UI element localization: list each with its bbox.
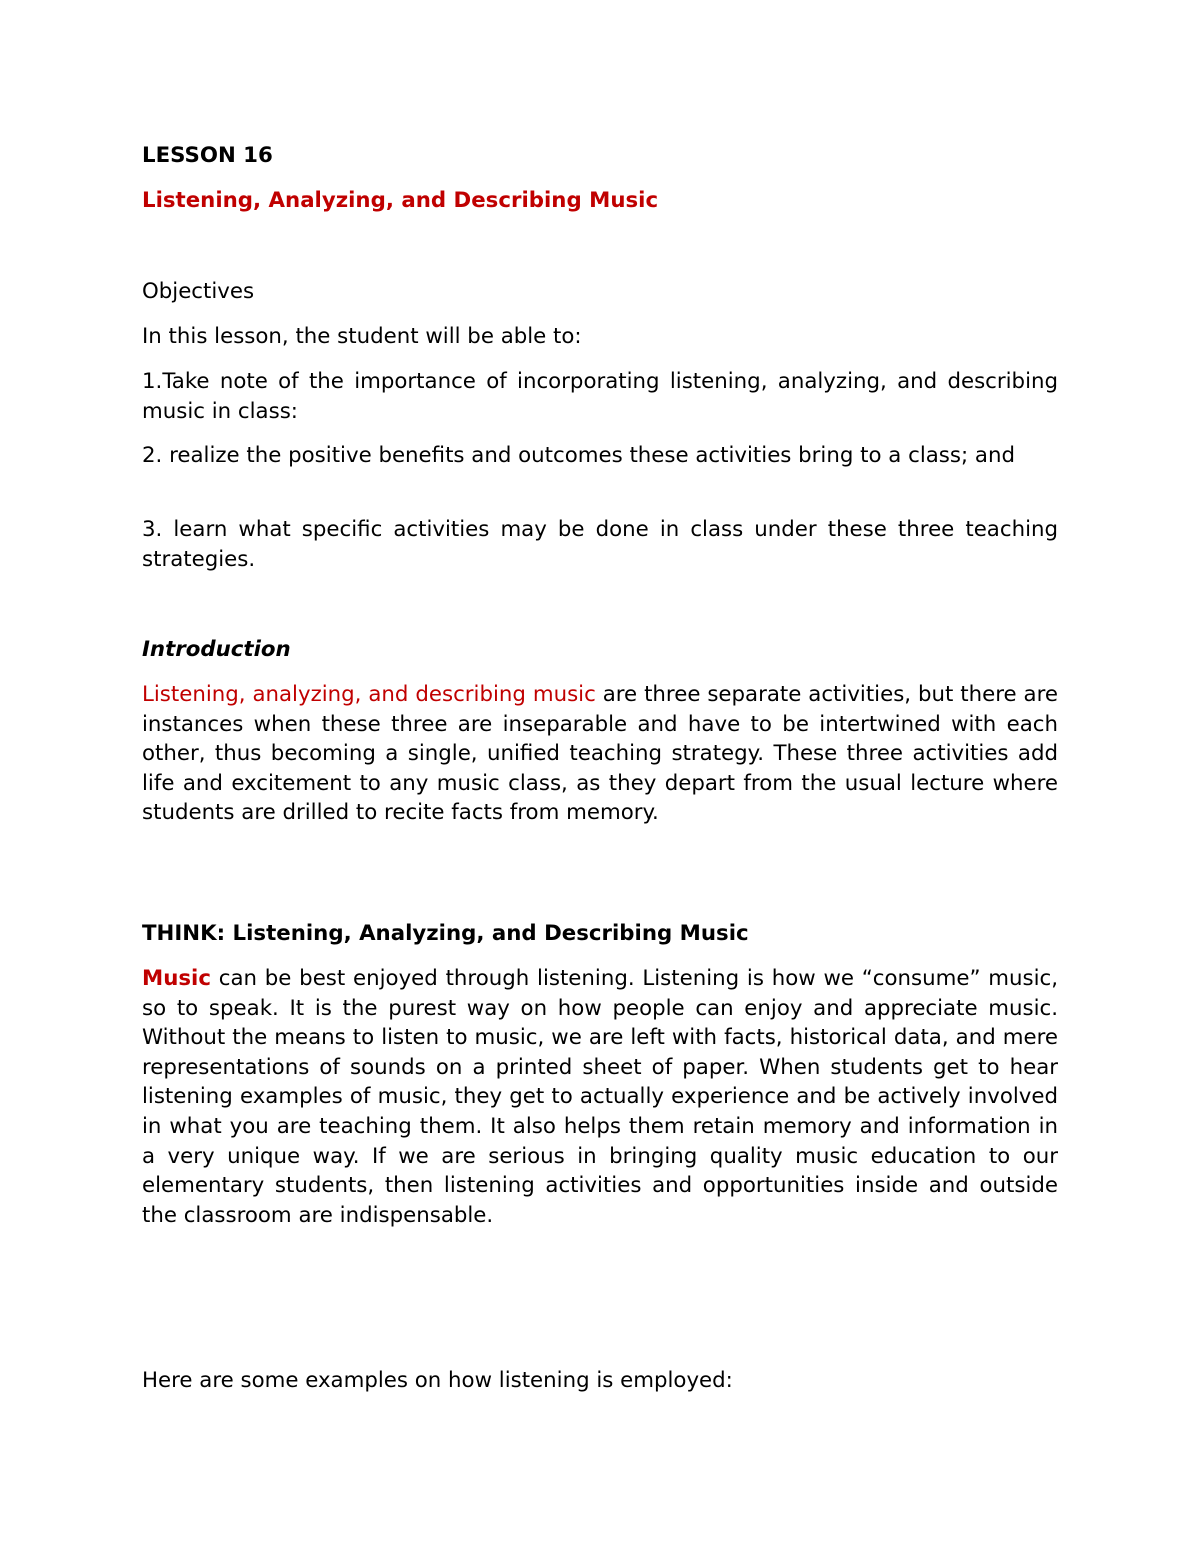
think-body: can be best enjoyed through listening. Listening is how we “consume” music, so to speak. It is the purest way on how people can enjoy and appreciate music. Without the means to listen to music, we are left with facts, historical data, and mere representations of sounds on a printed sheet of paper. When students get to hear listening examples of music, they get to actually experience and be actively involved in what you are teaching them. It also helps them retain memory and information in a very unique way. If we are serious in bringing quality music education to our elementary students, then listening activities and opportunities inside and outside the classroom are indispensable.: [142, 966, 1058, 1228]
objectives-intro: In this lesson, the student will be able to:: [142, 324, 582, 349]
objective-item-1: 1.Take note of the importance of incorporating listening, analyzing, and describing music in class:: [142, 369, 1058, 424]
introduction-heading: Introduction: [142, 637, 291, 662]
objective-item-3: 3. learn what specific activities may be done in class under these three teaching strategies.: [142, 517, 1058, 572]
introduction-body: are three separate activities, but there are instances when these three are inseparable and have to be intertwined with each other, thus becoming a single, unified teaching strategy. These three activities add life and excitement to any music class, as they depart from the usual lecture where students are drilled to recite facts from memory.: [142, 682, 1058, 826]
objective-item-2: 2. realize the positive benefits and outcomes these activities bring to a class; and: [142, 443, 1015, 468]
introduction-paragraph: [142, 680, 1058, 828]
think-paragraph: [142, 964, 1058, 1230]
closing-line: Here are some examples on how listening is employed:: [142, 1368, 733, 1393]
lesson-label: LESSON 16: [142, 143, 273, 168]
introduction-highlight: Listening, analyzing, and describing music: [142, 682, 596, 707]
objectives-heading: Objectives: [142, 279, 255, 304]
think-heading: THINK: Listening, Analyzing, and Describing Music: [142, 921, 749, 946]
think-highlight: Music: [142, 966, 211, 991]
lesson-title: Listening, Analyzing, and Describing Music: [142, 188, 659, 213]
